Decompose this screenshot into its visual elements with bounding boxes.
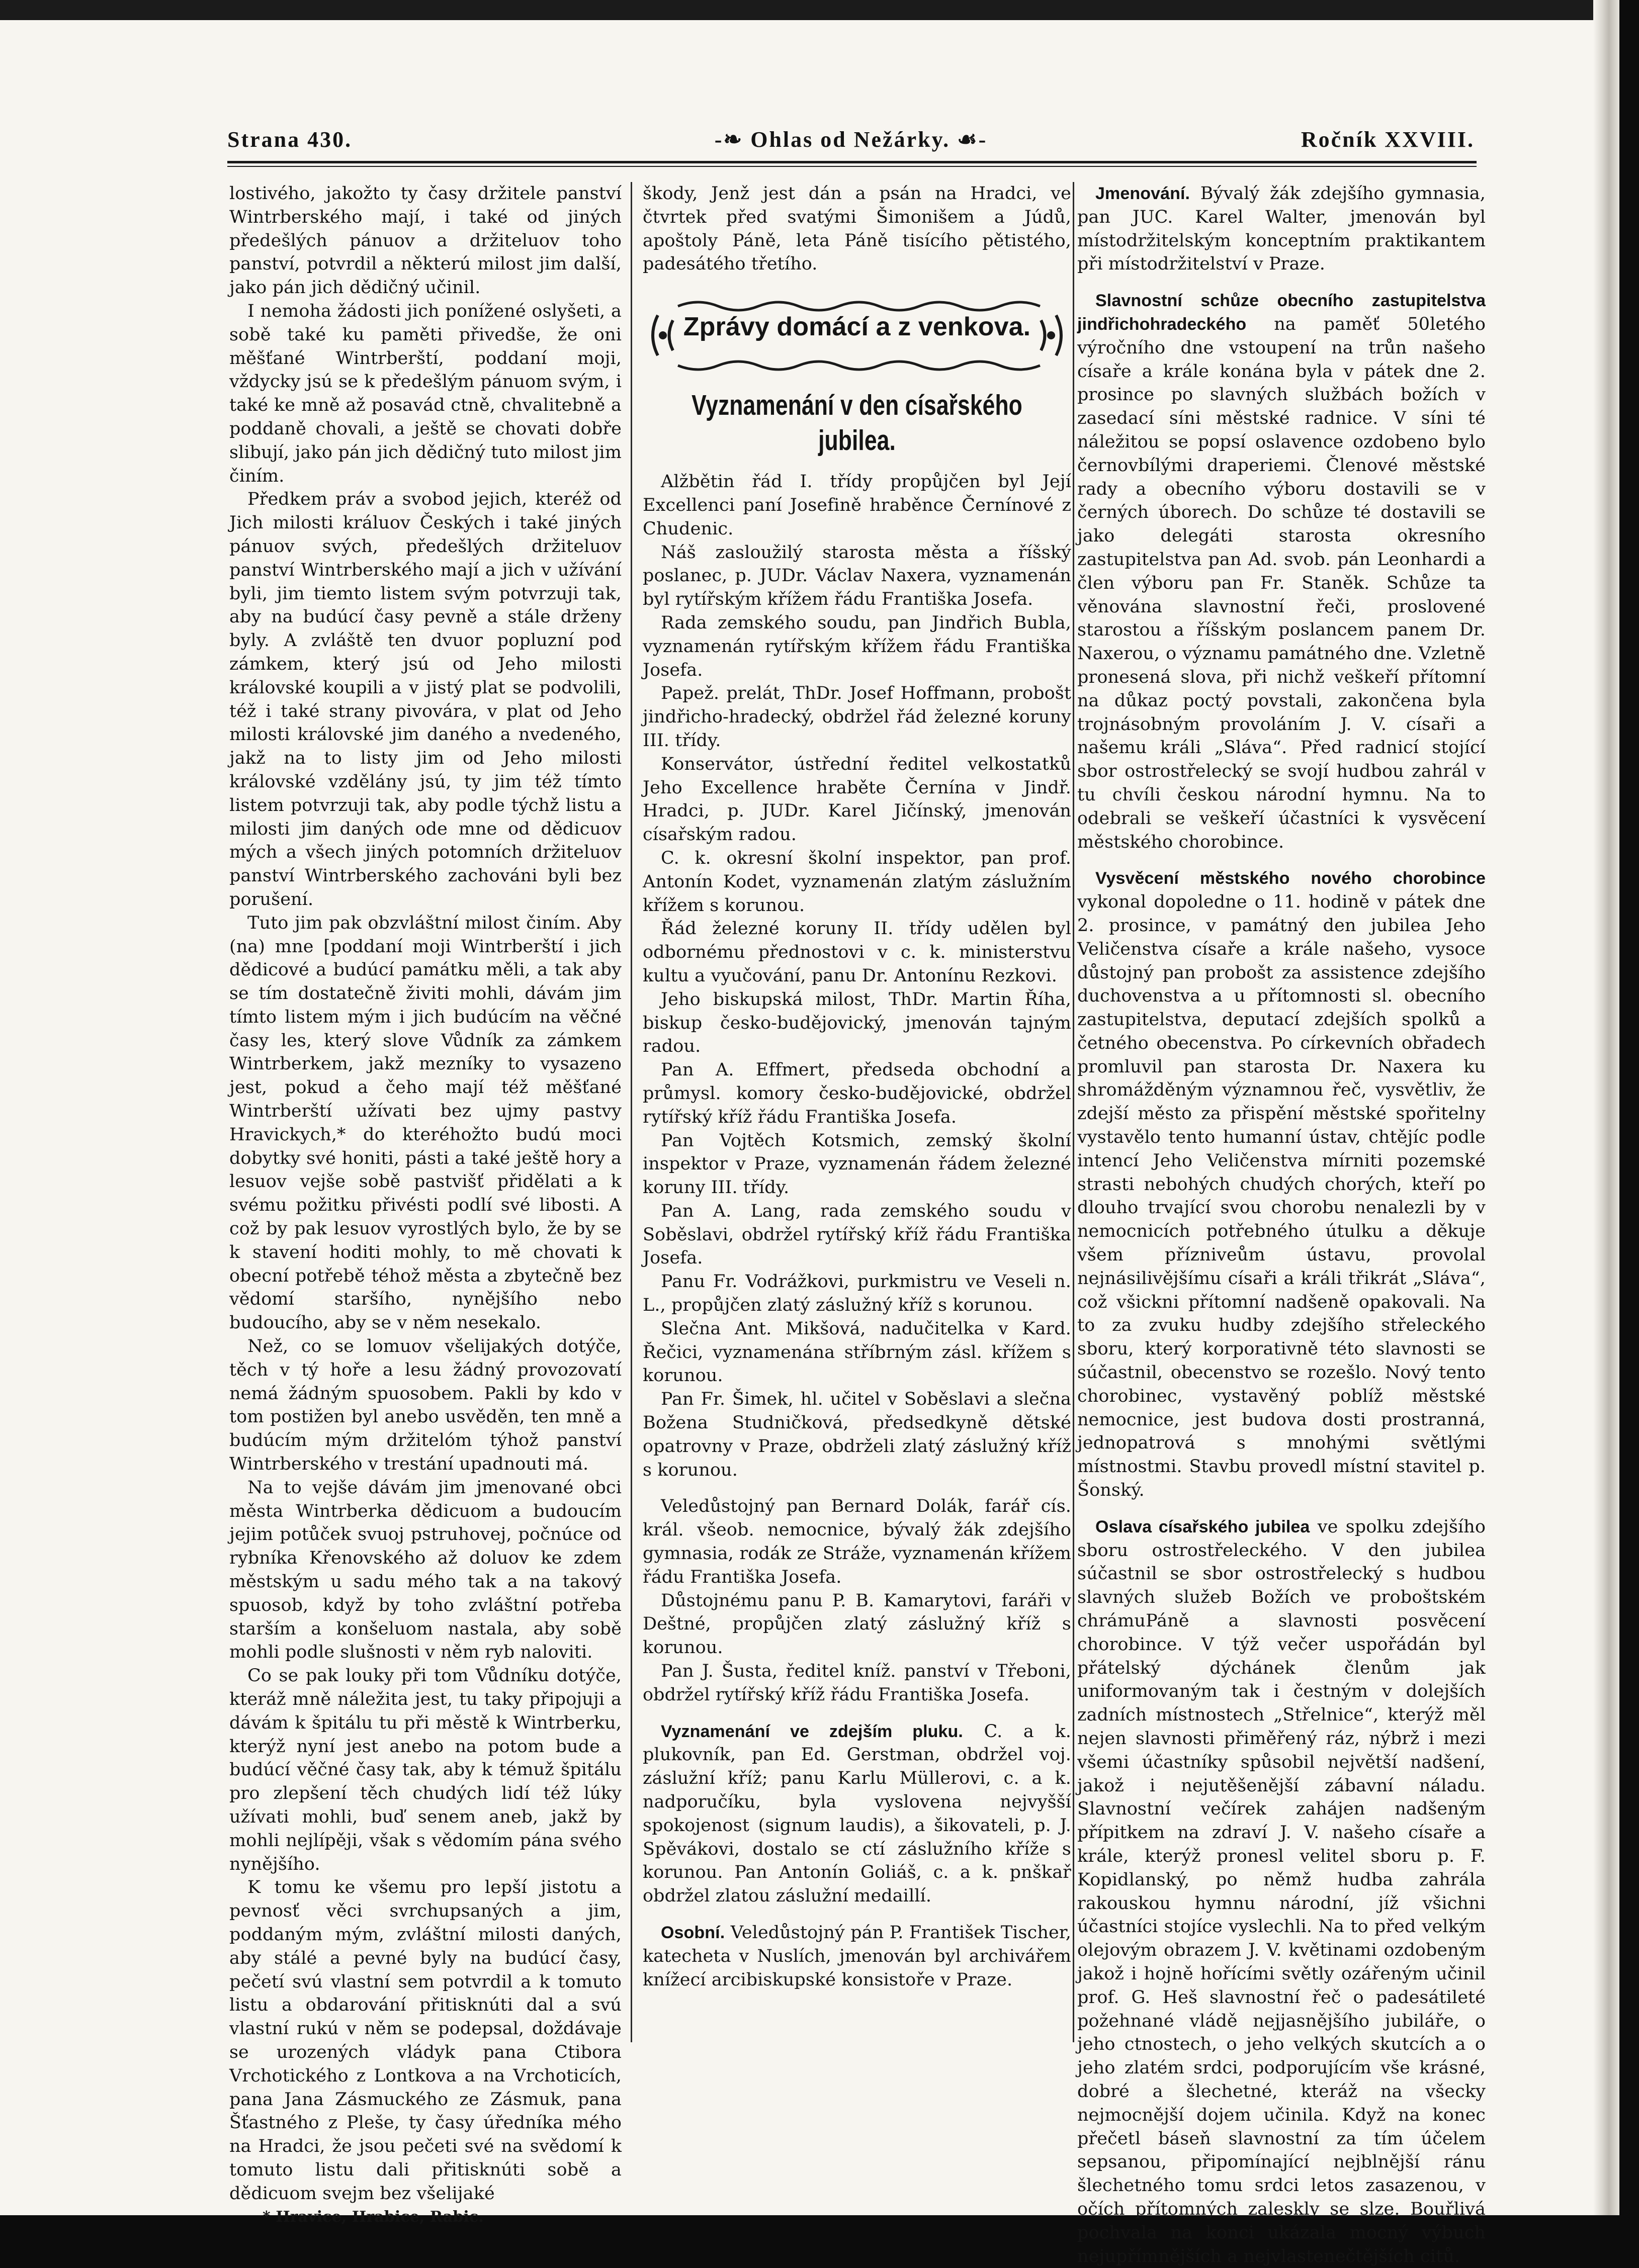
running-header: [227, 127, 1475, 157]
list-item: Náš zasloužilý starosta města a říšský poslanec, p. JUDr. Václav Naxera, vyznamenán byl rytířským křížem řádu Františka Josefa.: [643, 542, 1071, 610]
column-3: [1077, 182, 1486, 2268]
news-item-council-meeting: [1077, 289, 1486, 854]
header-rule-thin: [227, 166, 1477, 167]
list-item: Rada zemského soudu, pan Jindřich Bubla, vyznamenán rytířským křížem řádu Františka Josefa.: [643, 612, 1071, 680]
news-item-heading: Slavnostní schůze obecního zastupitelstva jindřichohradeckého: [1077, 291, 1486, 334]
header-rule-thick: [227, 161, 1477, 163]
list-item: Řád železné koruny II. třídy udělen byl odbornému přednostovi v c. k. ministerstvu kultu a vyučování, panu Dr. Antonínu Rezkovi.: [643, 919, 1071, 986]
news-item-body: ve spolku zdejšího sboru ostrostřeleckého. V den jubilea súčastnil se sbor ostrostřelecký s hudbou slavných služeb Božích ve proboštském chrámuPáně a slavnosti posvěcení chorobince. V týž večer uspořádán byl přátelský dýchánek členům jak uniformovaným tak i čestným v dolejších zadních místnostech „Střelnice“, kterýž měl nejen slavnosti přiměřený ráz, nýbrž i mezi všemi účastníky spůsobil největší nadšení, jakož i nejutěšenější zábavní náladu. Slavnostní večírek zahájen nadšeným přípitkem na zdraví J. V. našeho císaře a krále, kterýž pronesl velitel sboru p. F. Kopidlanský, po němž hudba zahrála rakouskou hymnu národní, jíž všichni účastníci stojíce vyslechli. Na to před velkým olejovým obrazem J. V. květinami ozdobeným jakož i hojně hořícími světly ozářeným učinil prof. G. Heš slavnostní řeč o padesátileté požehnané vládě nejjasnějšího jubiláře, o jeho ctnostech, o jeho velkých skutcích a o jeho zlatém srdci, podporujícím vše krásné, dobré a šlechetné, kteráž na všecky nejmocnější dojem učinila. Když na konec přečetl báseň slavnostní za tím účelem sepsanou, připomínající nejblnější ránu šlechetného tomu srdci letos zasazenou, v očích přítomných zaleskly se slze. Bouřlivá pochvala na konci ukázala mocný výbuch nejupřímnějších a nejvlastenečtějších citů.: [1077, 1516, 1486, 2266]
section-title: Zprávy domácí a z venkova.: [683, 312, 1031, 342]
paragraph: I nemoha žádosti jich ponížené oslyšeti, a sobě také ku paměti přivedše, že oni měšťané Wintrberští, poddaní moji, vždycky jsú se k předešlým pánuom svým, i také ke mně až posavád ctně, chvalitebně a poddaně chovali, a ještě se chovati dobře slibují, jako pán jich dědičný tuto milost jim činím.: [229, 301, 622, 486]
paragraph: lostivého, jakožto ty časy držitele panství Wintrberského mají, i také od jiných předešlých pánuov a držiteluov toho panství, potvrdil a některú milost jim další, jako pán jich dědičný učinil.: [229, 184, 622, 298]
page-number: Strana 430.: [227, 127, 353, 152]
list-item: Pan A. Lang, rada zemského soudu v Soběslavi, obdržel rytířský kříž řádu Františka Josefa.: [643, 1201, 1071, 1268]
news-item-body: C. a k. plukovník, pan Ed. Gerstman, obdržel voj. záslužní kříž; panu Karlu Müllerovi, c. a k. nadporučíku, byla vyslovena nejvyšší spokojenost (signum laudis), a šikovateli, p. J. Spěvákovi, dostalo se ctí záslužního kříže s korunou. Pan Antonín Goliáš, c. a k. pnškař obdržel zlatou záslužní medaillí.: [643, 1721, 1072, 1907]
list-item: Veledůstojný pan Bernard Dolák, farář cís. král. všeob. nemocnice, bývalý žák zdejšího gymnasia, rodák ze Stráže, vyznamenán křížem řádu Františka Josefa.: [643, 1496, 1071, 1587]
news-item-body: na paměť 50letého výročního dne vstoupení na trůn našeho císaře a krále konána byla v pátek dne 2. prosince po slavných službách božích v zasedací síni městské radnice. V síni té náležitou se popsí oslavence ozdobeno bylo černovbílými draperiemi. Členové městské rady a obecního výboru dostavili se v černých úborech. Do schůze té dostavili se jako delegáti starosta okresního zastupitelstva pan Ad. svob. pán Leonhardi a člen výboru pan Fr. Staněk. Schůze ta věnována slavnostní řeči, proslovené starostou a říšským poslancem panem Dr. Naxerou, o významu památného dne. Vzletně pronesená slova, při nichž veškeří přítomní na důkaz poctý povstali, zakončena byla trojnásobným provoláním J. V. císaři a našemu králi „Sláva“. Před radnicí stojící sbor ostrostřelecký se svojí hudbou zahrál v tu chvíli českou národní hymnu. Na to odebrali se veškeří účastníci k vysvěcení městského chorobince.: [1077, 314, 1486, 852]
news-item-personal: [643, 1921, 1071, 1991]
news-item-heading: Vysvěcení městského nového chorobince: [1095, 869, 1486, 888]
section-ornament-banner: [643, 295, 1071, 381]
news-item-heading: Jmenování.: [1095, 184, 1190, 203]
news-item-body: Veledůstojný pán P. František Tischer, katecheta v Nuslích, jmenován byl archivářem knížecí arcibiskupské konsistoře v Praze.: [643, 1923, 1071, 1990]
news-item-jubilee-celebration: [1077, 1515, 1486, 2268]
list-item: Jeho biskupská milost, ThDr. Martin Říha, biskup česko-budějovický, jmenován tajným radou.: [643, 989, 1071, 1057]
list-item: Papež. prelát, ThDr. Josef Hoffmann, probošt jindřicho-hradecký, obdržel řád železné koruny III. třídy.: [643, 683, 1071, 751]
list-item: C. k. okresní školní inspektor, pan prof. Antonín Kodet, vyznamenán zlatým záslužním křížem s korunou.: [643, 848, 1071, 916]
article-headline: Vyznamenání v den císařského jubilea.: [692, 389, 1022, 457]
paragraph: Předkem práv a svobod jejich, kteréž od Jich milosti králuov Českých i také jiných pánuov svých, předešlých držiteluov panství Wintrberského mají a jich v užívání byli, jim tiemto listem svým potvrzuji tak, aby na budúcí časy pevně a stále drženy byly. A zvláště ten dvuor popluzní pod zámkem, který jsú od Jeho milosti královské koupili a v jistý plat se podvolili, též i také strany pivovára, v plat od Jeho milosti královské jim daného a nvedeného, jakž na to listy jim od Jeho milosti královské vzdělány jsú, ty jim též tímto listem potvrzuji tak, aby podle týchž listu a milosti jim daných ode mne od dědicuov mých a všech jiných potomních držiteluov panství Wintrberského zachováni byli bez porušení.: [229, 489, 622, 910]
news-item-body: Bývalý žák zdejšího gymnasia, pan JUC. Karel Walter, jmenován byl místodržitelským konceptním praktikantem při místodržitelství v Praze.: [1077, 184, 1486, 275]
list-item: Důstojnému panu P. B. Kamarytovi, faráři v Deštné, propůjčen zlatý záslužný kříž s korunou.: [643, 1590, 1071, 1658]
list-item: Pan Vojtěch Kotsmich, zemský školní inspektor v Praze, vyznamenán řádem železné koruny III. třídy.: [643, 1130, 1071, 1198]
list-item: Panu Fr. Vodrážkovi, purkmistru ve Veseli n. L., propůjčen zlatý záslužný kříž s korunou.: [643, 1272, 1071, 1316]
list-item: Pan Fr. Šimek, hl. učitel v Soběslavi a slečna Božena Studničková, předsedkyně dětské opatrovny v Praze, obdrželi zlatý záslužný kříž s korunou.: [643, 1389, 1071, 1480]
column-1: [229, 182, 622, 2229]
newspaper-title: -❧ Ohlas od Nežárky. ☙-: [714, 127, 988, 152]
paragraph: Než, co se lomuov všelijakých dotýče, těch v tý hoře a lesu žádný provozovatí nemá žádným spuosobem. Pakli by kdo v tom postižen byl anebo usvěděn, ten mně a budúcím mým držitelóm týhož panství Wintrberského v trestání upadnouti má.: [229, 1336, 622, 1475]
list-item: Alžbětin řád I. třídy propůjčen byl Její Excellenci paní Josefině hraběnce Černínové z Chudenic.: [643, 472, 1071, 539]
list-item: Slečna Ant. Mikšová, nadučitelka v Kard. Řečici, vyznamenána stříbrným zásl. křížem s korunou.: [643, 1318, 1071, 1386]
page-spine-shadow: [1593, 0, 1619, 2215]
paragraph: K tomu ke všemu pro lepší jistotu a pevnosť věci svrchupsaných a jim, poddaným mým, zvláštní milosti daných, aby stálé a pevné byly na budúcí časy, pečetí svú vlastní sem potvrdil a k tomuto listu a obdarování přitisknúti dal a svú vlastní rukú v něm se podepsal, doždávaje se urozených vládyk pana Ctibora Vrchotického z Lontkova a na Vrchoticích, pana Jana Zásmuckého ze Zásmuk, pana Šťastného z Pleše, ty časy úředníka mého na Hradci, že jsou pečeti své na svědomí k tomuto listu dali přitisknúti sobě a dědicuom svejm bez všelijaké: [229, 1877, 622, 2204]
column-divider-2: [1073, 182, 1074, 2042]
paragraph: Tuto jim pak obzvláštní milost činím. Aby (na) mne [poddaní moji Wintrberští i jich dědicové a budúcí památku měli, a tak aby se tím dostatečně živiti mohli, dávám jim tímto listem mým i jich budúcím na věčné časy les, který slove Vůdník za zámkem Wintrberkem, jakž mezníky to vysazeno jest, pokud a čeho mají též měšťané Wintrberští užívati bez ujmy pastvy Hravickych,* do kteréhožto budú moci dobytky své honiti, pásti a také ještě hory a lesuov vejše sobě pastvišť přidělati a k svému požitku přivésti podlí své libosti. A což by pak lesuov vyrostlých bylo, že by se k stavení hoditi mohly, to mě chovati k obecní potřebě téhož města a zbytečně bez vědomí staršího, nynějšího nebo budoucího, aby se v něm nesekalo.: [229, 913, 622, 1333]
news-item-regiment: [643, 1720, 1071, 1908]
volume-number: Ročník XXVIII.: [1301, 127, 1475, 152]
news-item-heading: Vyznamenání ve zdejším pluku.: [661, 1721, 963, 1741]
paragraph: Na to vejše dávám jim jmenované obci města Wintrberka dědicuom a budoucím jejim potůček svuoj pstruhovej, počnúce od rybníka Křenovského až doluov ke zdem městským u sadu mého tak a na takový spuosob, když by toho zvláštní potřeba starším a konšeluom nastala, aby sobě mohli podle slušnosti v něm ryb naloviti.: [229, 1477, 622, 1663]
news-item-body: vykonal dopoledne o 11. hodině v pátek dne 2. prosince, v památný den jubilea Jeho Veličenstva císaře a krále našeho, vysoce důstojný pan probošt za assistence zdejšího duchovenstva a u přítomnosti sl. obecního zastupitelstva, deputací zdejších spolků a četného obecenstva. Po církevních obřadech promluvil pan starosta Dr. Naxera ku shromážděným významnou řeč, vysvětliv, že zdejší město za přispění městské spořitelny vystavělo tento humanní ústav, chtějíc podle intencí Jeho Veličenstva mírniti pozemské strasti nebohých chudých chorých, kteří po dlouho trvající svou chorobu nenalezli by v nemocnicích potřebného útulku a děkuje všem přízniveům ústavu, provolal nejnásilivějšímu císaři a králi třikrát „Sláva“, což všickni přítomní nadšeně opakovali. Na to za zvuku hudby zdejšího střeleckého sboru, který korporativně této slavnosti se súčastnil, obecenstvo se rozešlo. Nový tento chorobinec, vystavěný poblíž městské nemocnice, jest budova dosti prostranná, jednopatrová s mnohými světlými místnostmi. Stavbu provedl místní stavitel p. Šonský.: [1077, 892, 1486, 1501]
column-divider-1: [631, 182, 632, 2042]
column-2: [643, 182, 1071, 1991]
news-item-heading: Oslava císařského jubilea: [1095, 1517, 1310, 1536]
list-item: Konservátor, ústřední ředitel velkostatků Jeho Excellence hraběte Černína v Jindř. Hradci, p. JUDr. Karel Jičínský, jmenován císařským radou.: [643, 754, 1071, 845]
scan-top-edge: [0, 0, 1619, 20]
paragraph: škody, Jenž jest dán a psán na Hradci, ve čtvrtek před svatými Šimonišem a Júdů, apoštoly Páně, leta Páně tisícího pětistého, padesátého třetího.: [643, 184, 1071, 275]
footnote: * Hravice, Hrabice, Rabic.: [263, 2208, 484, 2226]
news-item-consecration: [1077, 867, 1486, 1502]
list-item: Pan A. Effmert, předseda obchodní a průmysl. komory česko-budějovické, obdržel rytířský kříž řádu Františka Josefa.: [643, 1060, 1071, 1127]
paragraph: Co se pak louky při tom Vůdníku dotýče, kteráž mně náležita jest, tu taky připojuji a dávám k špitálu tu při městě k Wintrberku, kterýž nyní jest anebo na potom bude a budúcí věčné časy tak, aby k témuž špitálu pro zlepšení těch chudých lidí též lúky užívati mohli, buď senem aneb, jakž by mohli nejlípěji, však s vědomím pána svého nynějšího.: [229, 1666, 622, 1874]
news-item-appointment: [1077, 182, 1486, 276]
news-item-heading: Osobní.: [661, 1923, 725, 1942]
list-item: Pan J. Šusta, ředitel kníž. panství v Třeboni, obdržel rytířský kříž řádu Františka Josefa.: [643, 1661, 1071, 1705]
